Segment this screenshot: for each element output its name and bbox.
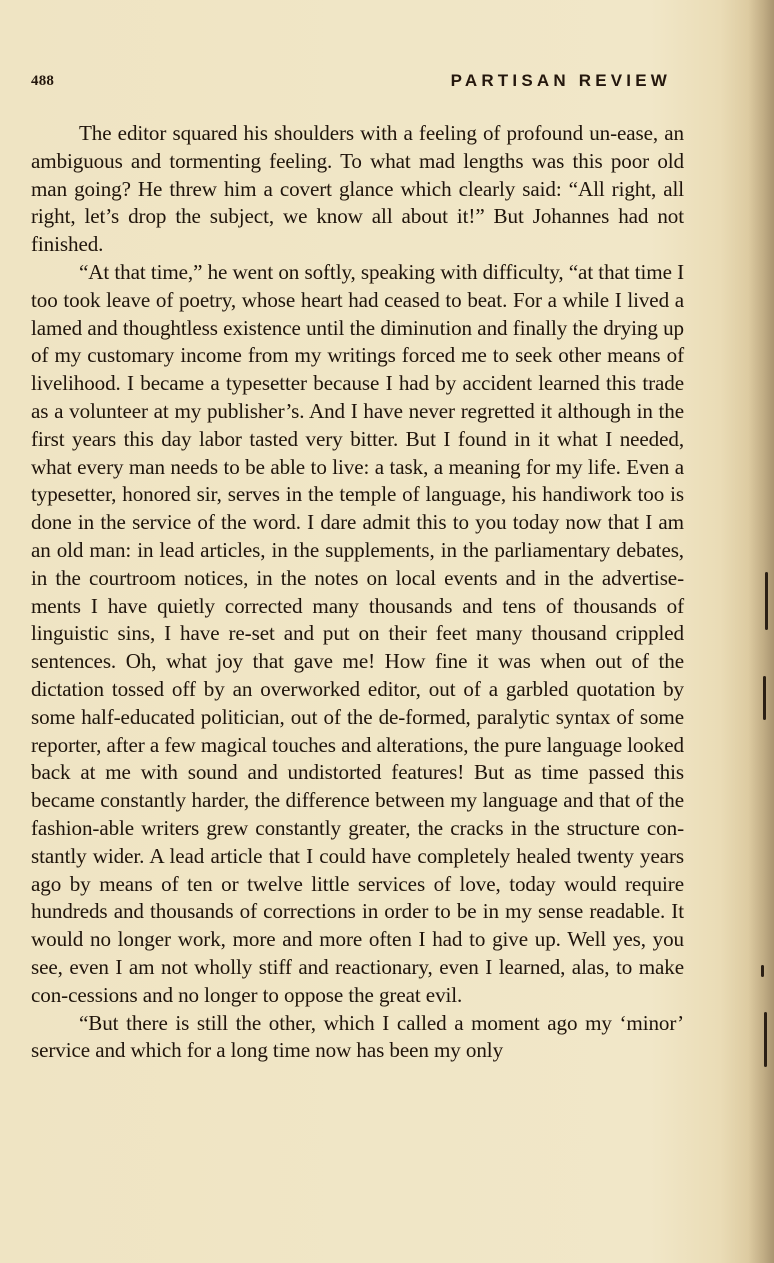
edge-mark-2: [763, 676, 766, 720]
paragraph-1: The editor squared his shoulders with a feeling of profound un-ease, an ambiguous and tormenting feeling. To what mad lengths was this poor old man going? He threw him a covert glance which clearly said: “All right, all right, let’s drop the subject, we know all about it!” But Johannes had not finished.: [31, 121, 684, 257]
paragraph-3: “But there is still the other, which I called a moment ago my ‘minor’ service and which for a long time now has been my only: [31, 1010, 684, 1063]
edge-mark-4: [764, 1012, 767, 1067]
edge-mark-1: [765, 572, 768, 630]
paragraph-2: “At that time,” he went on softly, speaking with difficulty, “at that time I too took leave of poetry, whose heart had ceased to beat. For a while I lived a lamed and thoughtless existence until the diminution and finally the drying up of my customary income from my writings forced me to seek other means of livelihood. I became a typesetter because I had by accident learned this trade as a volunteer at my publisher’s. And I have never regretted it although in the first years this day labor tasted very bitter. But I found in it what I needed, what every man needs to be able to live: a task, a meaning for my life. Even a typesetter, honored sir, serves in the temple of language, his handiwork too is done in the service of the word. I dare admit this to you today now that I am an old man: in lead articles, in the supplements, in the parliamentary debates, in the courtroom notices, in the notes on local events and in the advertise-ments I have quietly corrected many thousands and tens of thousands of linguistic sins, I have re-set and put on their feet many thousand crippled sentences. Oh, what joy that gave me! How fine it was when out of the dictation tossed off by an overworked editor, out of a garbled quotation by some half-educated politician, out of the de-formed, paralytic syntax of some reporter, after a few magical touches and alterations, the pure language looked back at me with sound and undistorted features! But as time passed this became constantly harder, the difference between my language and that of the fashion-able writers grew constantly greater, the cracks in the structure con-stantly wider. A lead article that I could have completely healed twenty years ago by means of ten or twelve little services of love, today would require hundreds and thousands of corrections in order to be in my sense readable. It would no longer work, more and more often I had to give up. Well yes, you see, even I am not wholly stiff and reactionary, even I learned, alas, to make con-cessions and no longer to oppose the great evil.: [31, 259, 684, 1007]
page-edge-shadow: [748, 0, 774, 1263]
page-number: 488: [31, 73, 55, 89]
edge-mark-3: [761, 965, 764, 977]
page-header: [31, 71, 671, 95]
article-text: [31, 120, 684, 1065]
running-head: PARTISAN REVIEW: [450, 71, 671, 90]
